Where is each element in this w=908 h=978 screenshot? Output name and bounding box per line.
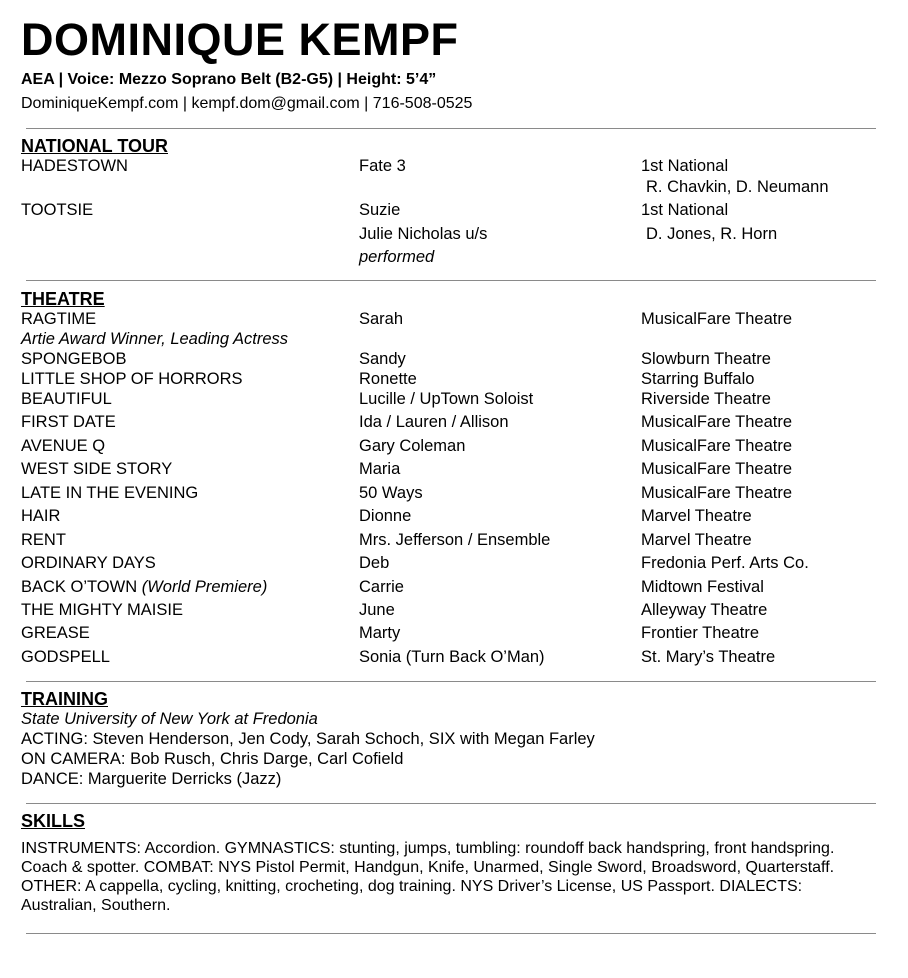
theatre-show: FIRST DATE	[21, 413, 116, 431]
theatre-venue: MusicalFare Theatre	[641, 437, 793, 455]
theatre-venue: Fredonia Perf. Arts Co.	[641, 554, 809, 572]
tour-role-note: performed	[359, 248, 435, 266]
tour-venue: 1st National	[641, 157, 729, 175]
theatre-venue: Midtown Festival	[641, 578, 764, 596]
theatre-show: SPONGEBOB	[21, 350, 127, 368]
divider	[26, 681, 876, 682]
training-acting: ACTING: Steven Henderson, Jen Cody, Sarah Schoch, SIX with Megan Farley	[21, 730, 595, 748]
theatre-venue: MusicalFare Theatre	[641, 484, 793, 502]
training-dance: DANCE: Marguerite Derricks (Jazz)	[21, 770, 282, 788]
theatre-show: HAIR	[21, 507, 61, 525]
tour-show: TOOTSIE	[21, 201, 94, 219]
theatre-show: GODSPELL	[21, 648, 110, 666]
theatre-award: Artie Award Winner, Leading Actress	[21, 330, 289, 348]
theatre-role: Sandy	[359, 350, 406, 368]
divider	[26, 128, 876, 129]
theatre-venue: Starring Buffalo	[641, 370, 755, 388]
theatre-show: THE MIGHTY MAISIE	[21, 601, 183, 619]
theatre-show-note: (World Premiere)	[141, 578, 268, 596]
theatre-venue: MusicalFare Theatre	[641, 460, 793, 478]
theatre-show-cell	[21, 577, 267, 597]
theatre-role: Mrs. Jefferson / Ensemble	[359, 531, 551, 549]
divider	[26, 803, 876, 804]
tour-director: D. Jones, R. Horn	[646, 225, 778, 243]
theatre-show: BACK O’TOWN	[21, 578, 138, 596]
theatre-venue: Marvel Theatre	[641, 507, 752, 525]
theatre-venue: Frontier Theatre	[641, 624, 759, 642]
training-school: State University of New York at Fredonia	[21, 710, 318, 728]
theatre-show: ORDINARY DAYS	[21, 554, 156, 572]
theatre-role: Maria	[359, 460, 401, 478]
section-heading-training: TRAINING	[21, 689, 108, 709]
theatre-venue: Riverside Theatre	[641, 390, 771, 408]
performer-stats: AEA | Voice: Mezzo Soprano Belt (B2-G5) | Height: 5’4”	[21, 71, 437, 88]
theatre-venue: Alleyway Theatre	[641, 601, 768, 619]
theatre-show: AVENUE Q	[21, 437, 106, 455]
tour-show: HADESTOWN	[21, 157, 128, 175]
theatre-role: Gary Coleman	[359, 437, 466, 455]
divider	[26, 933, 876, 934]
tour-role-understudy: Julie Nicholas u/s	[359, 225, 488, 243]
theatre-role: Ronette	[359, 370, 417, 388]
theatre-role: Lucille / UpTown Soloist	[359, 390, 534, 408]
theatre-role: Dionne	[359, 507, 412, 525]
theatre-role: Sonia (Turn Back O’Man)	[359, 648, 545, 666]
theatre-role: Sarah	[359, 310, 404, 328]
theatre-role: June	[359, 601, 395, 619]
tour-role: Suzie	[359, 201, 401, 219]
contact-info: DominiqueKempf.com | kempf.dom@gmail.com | 716-508-0525	[21, 95, 473, 112]
theatre-show: RAGTIME	[21, 310, 97, 328]
theatre-venue: MusicalFare Theatre	[641, 310, 793, 328]
theatre-role: 50 Ways	[359, 484, 423, 502]
skills-text: INSTRUMENTS: Accordion. GYMNASTICS: stunting, jumps, tumbling: roundoff back handspring, front handspring. Coach & spotter. COMBAT: NYS Pistol Permit, Handgun, Knife, Unarmed, Single Sword, Broadsword, Quarterstaff. OTHER: A cappella, cycling, knitting, crocheting, dog training. NYS Driver’s License, US Passport. DIALECTS: Australian, Southern.	[21, 840, 835, 914]
theatre-show: LATE IN THE EVENING	[21, 484, 199, 502]
theatre-role: Ida / Lauren / Allison	[359, 413, 509, 431]
theatre-role: Marty	[359, 624, 401, 642]
theatre-venue: St. Mary’s Theatre	[641, 648, 776, 666]
theatre-show: WEST SIDE STORY	[21, 460, 173, 478]
theatre-show: BEAUTIFUL	[21, 390, 112, 408]
theatre-role: Carrie	[359, 578, 404, 596]
performer-name: DOMINIQUE KEMPF	[21, 14, 459, 65]
tour-director: R. Chavkin, D. Neumann	[646, 178, 829, 196]
theatre-show: RENT	[21, 531, 66, 549]
theatre-venue: MusicalFare Theatre	[641, 413, 793, 431]
training-on-camera: ON CAMERA: Bob Rusch, Chris Darge, Carl Cofield	[21, 750, 404, 768]
theatre-show: GREASE	[21, 624, 90, 642]
section-heading-theatre: THEATRE	[21, 289, 105, 309]
divider	[26, 280, 876, 281]
theatre-venue: Slowburn Theatre	[641, 350, 771, 368]
section-heading-national-tour: NATIONAL TOUR	[21, 136, 168, 156]
theatre-role: Deb	[359, 554, 390, 572]
tour-venue: 1st National	[641, 201, 729, 219]
theatre-show: LITTLE SHOP OF HORRORS	[21, 370, 243, 388]
section-heading-skills: SKILLS	[21, 811, 86, 831]
tour-role: Fate 3	[359, 157, 406, 175]
theatre-venue: Marvel Theatre	[641, 531, 752, 549]
